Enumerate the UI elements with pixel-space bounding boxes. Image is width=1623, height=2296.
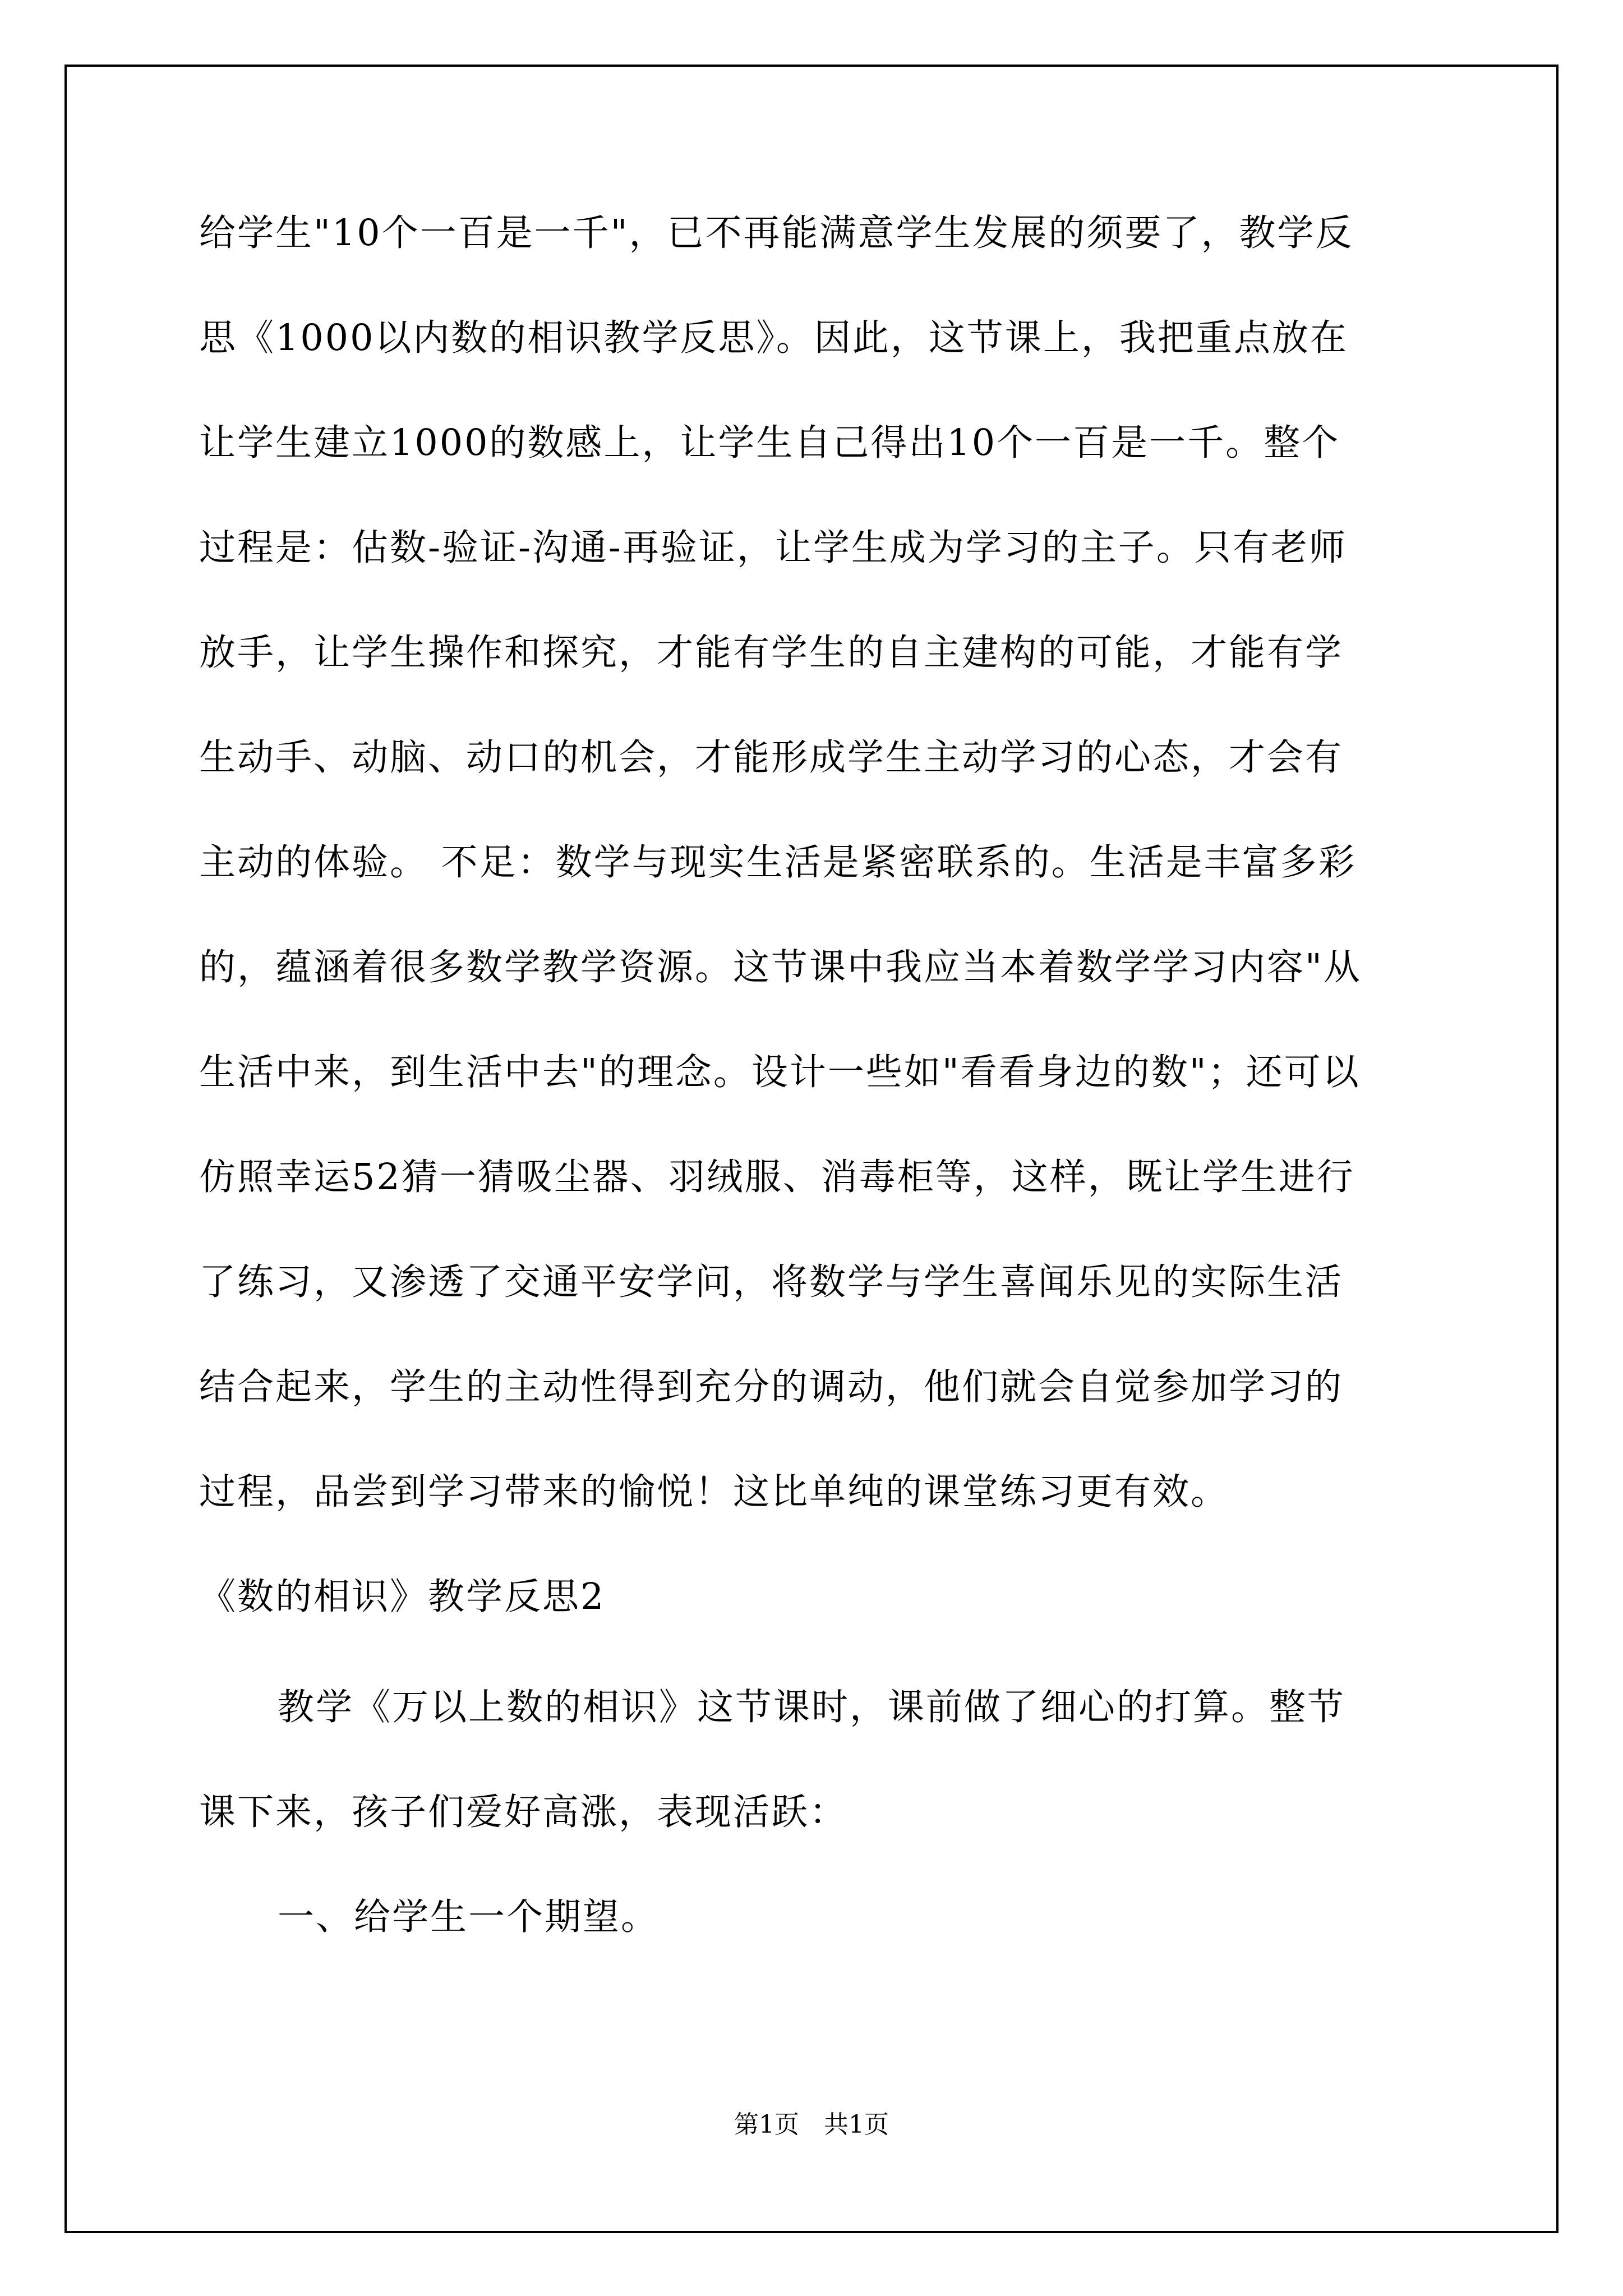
paragraph-line: 课下来，孩子们爱好高涨，表现活跃： [199,1791,848,1833]
paragraph-line: 生动手、动脑、动口的机会，才能形成学生主动学习的心态，才会有 [199,737,1344,779]
paragraph-line: 了练习，又渗透了交通平安学问，将数学与学生喜闻乐见的实际生活 [199,1261,1344,1303]
paragraph-line: 结合起来，学生的主动性得到充分的调动，他们就会自觉参加学习的 [199,1366,1344,1408]
paragraph-line: 主动的体验。 不足：数学与现实生活是紧密联系的。生活是丰富多彩 [199,841,1357,884]
section-title: 《数的相识》教学反思2 [199,1576,606,1618]
paragraph-line: 教学《万以上数的相识》这节课时，课前做了细心的打算。整节 [278,1686,1346,1728]
paragraph-line: 让学生建立1000的数感上，让学生自己得出10个一百是一千。整个 [199,422,1340,464]
paragraph-line: 过程，品尝到学习带来的愉悦！这比单纯的课堂练习更有效。 [199,1471,1229,1513]
page-footer: 第1页 共1页 [734,2110,889,2139]
list-item: 一、给学生一个期望。 [278,1896,660,1938]
paragraph-line: 给学生"10个一百是一千"，已不再能满意学生发展的须要了，教学反 [199,212,1354,254]
paragraph-line: 过程是：估数-验证-沟通-再验证，让学生成为学习的主子。只有老师 [199,527,1347,569]
paragraph-line: 生活中来，到生活中去"的理念。设计一些如"看看身边的数"；还可以 [199,1051,1361,1093]
paragraph-line: 的，蕴涵着很多数学教学资源。这节课中我应当本着数学学习内容"从 [199,946,1362,988]
paragraph-line: 思《1000以内数的相识教学反思》。因此，这节课上，我把重点放在 [199,317,1348,359]
paragraph-line: 仿照幸运52猜一猜吸尘器、羽绒服、消毒柜等，这样，既让学生进行 [199,1156,1355,1198]
paragraph-line: 放手，让学生操作和探究，才能有学生的自主建构的可能，才能有学 [199,632,1344,674]
